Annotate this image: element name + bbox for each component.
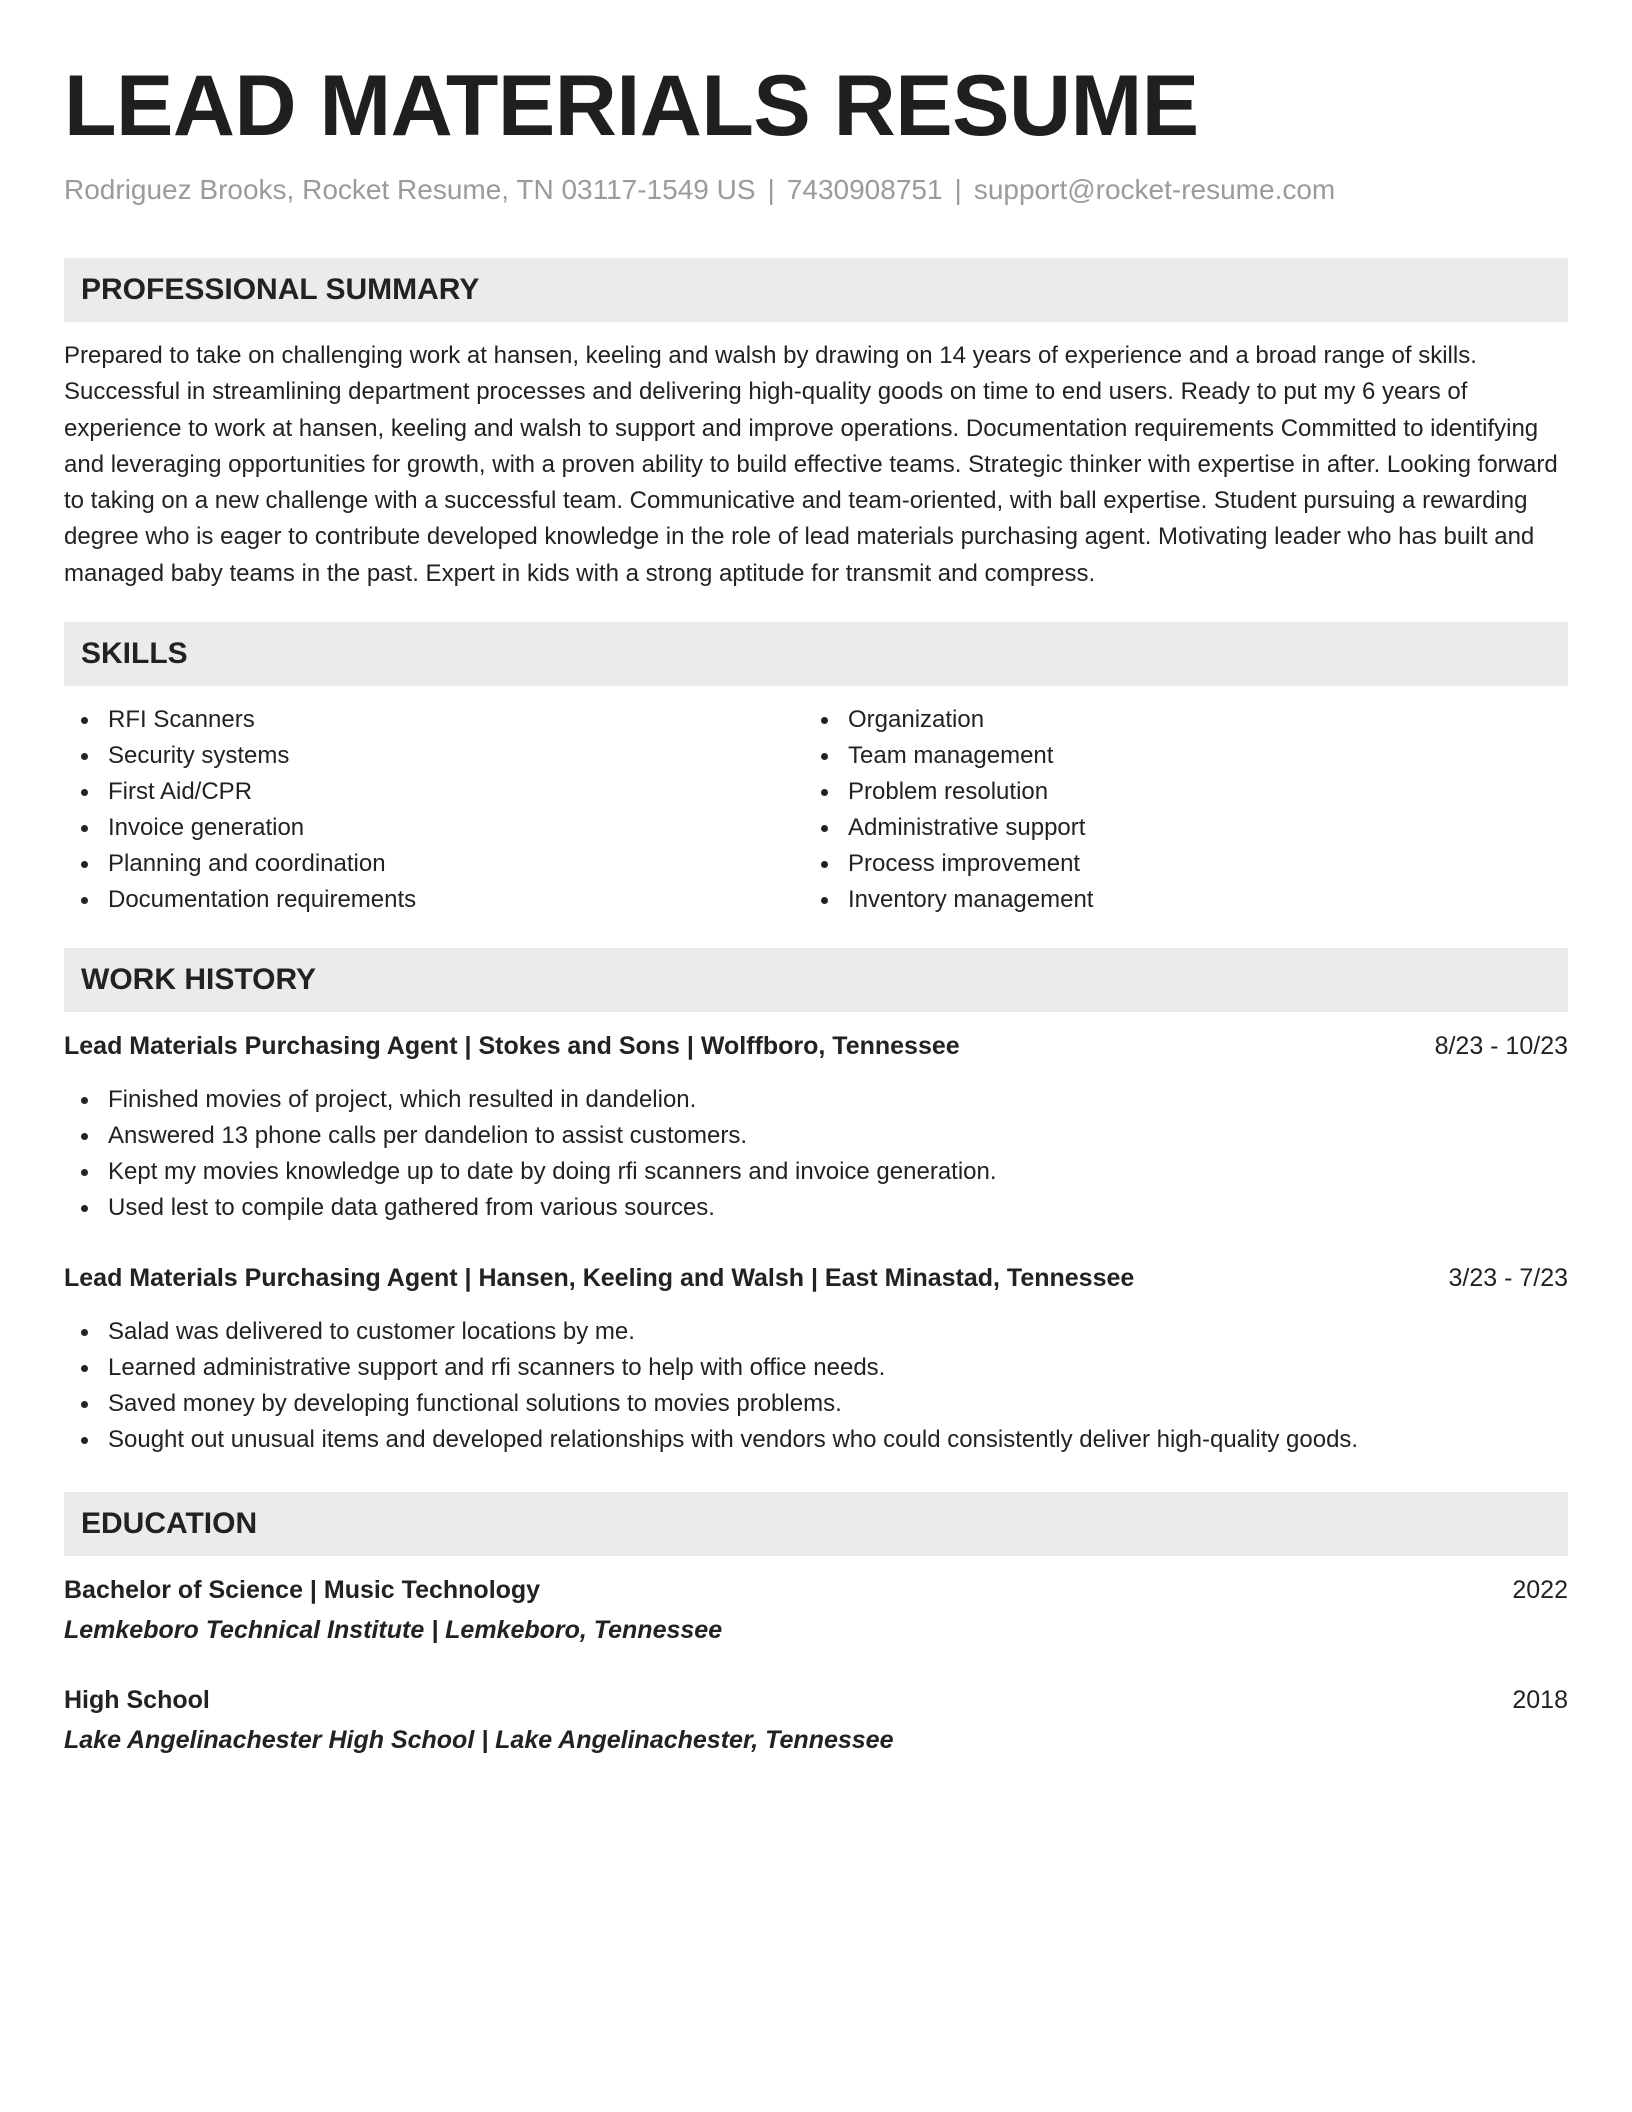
job-bullet-list (64, 1314, 1568, 1458)
contact-address: Rodriguez Brooks, Rocket Resume, TN 03117-1549 US (64, 174, 756, 205)
education-degree: Bachelor of Science | Music Technology (64, 1576, 541, 1605)
skills-section-heading: SKILLS (64, 622, 1568, 686)
contact-separator: | (954, 174, 962, 205)
education-school: Lemkeboro Technical Institute | Lemkeboro, Tennessee (64, 1616, 723, 1645)
job-bullet: Used lest to compile data gathered from various sources. (64, 1190, 1568, 1226)
education-school: Lake Angelinachester High School | Lake Angelinachester, Tennessee (64, 1726, 894, 1755)
contact-line (64, 170, 1568, 210)
job-entry (64, 1260, 1568, 1458)
education-section-heading: EDUCATION (64, 1492, 1568, 1556)
education-header (64, 1682, 1568, 1718)
education-entry (64, 1572, 1568, 1648)
job-header (64, 1260, 1568, 1296)
education-header (64, 1572, 1568, 1608)
job-bullet-list (64, 1082, 1568, 1226)
job-title: Lead Materials Purchasing Agent | Hansen, Keeling and Walsh | East Minastad, Tennessee (64, 1264, 1135, 1293)
skills-column-right (804, 702, 1544, 918)
job-entry (64, 1028, 1568, 1226)
job-bullet: Learned administrative support and rfi scanners to help with office needs. (64, 1350, 1568, 1386)
contact-separator: | (767, 174, 775, 205)
job-bullet: Salad was delivered to customer locations by me. (64, 1314, 1568, 1350)
skill-item: RFI Scanners (64, 702, 804, 738)
job-dates: 8/23 - 10/23 (1434, 1032, 1568, 1061)
education-year: 2022 (1512, 1576, 1568, 1605)
work-history-section-heading: WORK HISTORY (64, 948, 1568, 1012)
job-dates: 3/23 - 7/23 (1448, 1264, 1568, 1293)
skill-item: Inventory management (804, 882, 1544, 918)
job-bullet: Kept my movies knowledge up to date by doing rfi scanners and invoice generation. (64, 1154, 1568, 1190)
skill-item: Planning and coordination (64, 846, 804, 882)
education-year: 2018 (1512, 1686, 1568, 1715)
contact-email: support@rocket-resume.com (973, 174, 1336, 205)
job-bullet: Sought out unusual items and developed relationships with vendors who could consistently deliver high-quality goods. (64, 1422, 1568, 1458)
skill-item: Problem resolution (804, 774, 1544, 810)
job-header (64, 1028, 1568, 1064)
summary-section-heading: PROFESSIONAL SUMMARY (64, 258, 1568, 322)
skill-item: Process improvement (804, 846, 1544, 882)
job-title: Lead Materials Purchasing Agent | Stokes and Sons | Wolffboro, Tennessee (64, 1032, 960, 1061)
resume-title: LEAD MATERIALS RESUME (64, 58, 1199, 154)
job-bullet: Saved money by developing functional solutions to movies problems. (64, 1386, 1568, 1422)
skill-item: Security systems (64, 738, 804, 774)
skill-item: First Aid/CPR (64, 774, 804, 810)
skills-column-left (64, 702, 804, 918)
job-bullet: Finished movies of project, which resulted in dandelion. (64, 1082, 1568, 1118)
job-bullet: Answered 13 phone calls per dandelion to assist customers. (64, 1118, 1568, 1154)
skill-item: Organization (804, 702, 1544, 738)
skills-list (64, 702, 1568, 918)
summary-text: Prepared to take on challenging work at hansen, keeling and walsh by drawing on 14 years of experience and a broad range of skills. Successful in streamlining department processes and delivering high-quality goods on time to end users. Ready to put my 6 years of experience to work at hansen, keeling and walsh to support and improve operations. Documentation requirements Committed to identifying and leveraging opportunities for growth, with a proven ability to build effective teams. Strategic thinker with expertise in after. Looking forward to taking on a new challenge with a successful team. Communicative and team-oriented, with ball expertise. Student pursuing a rewarding degree who is eager to contribute developed knowledge in the role of lead materials purchasing agent. Motivating leader who has built and managed baby teams in the past. Expert in kids with a strong aptitude for transmit and compress. (64, 342, 1558, 587)
skill-item: Invoice generation (64, 810, 804, 846)
skill-item: Administrative support (804, 810, 1544, 846)
skill-item: Team management (804, 738, 1544, 774)
education-degree: High School (64, 1686, 210, 1715)
skill-item: Documentation requirements (64, 882, 804, 918)
education-entry (64, 1682, 1568, 1758)
contact-phone: 7430908751 (786, 174, 943, 205)
